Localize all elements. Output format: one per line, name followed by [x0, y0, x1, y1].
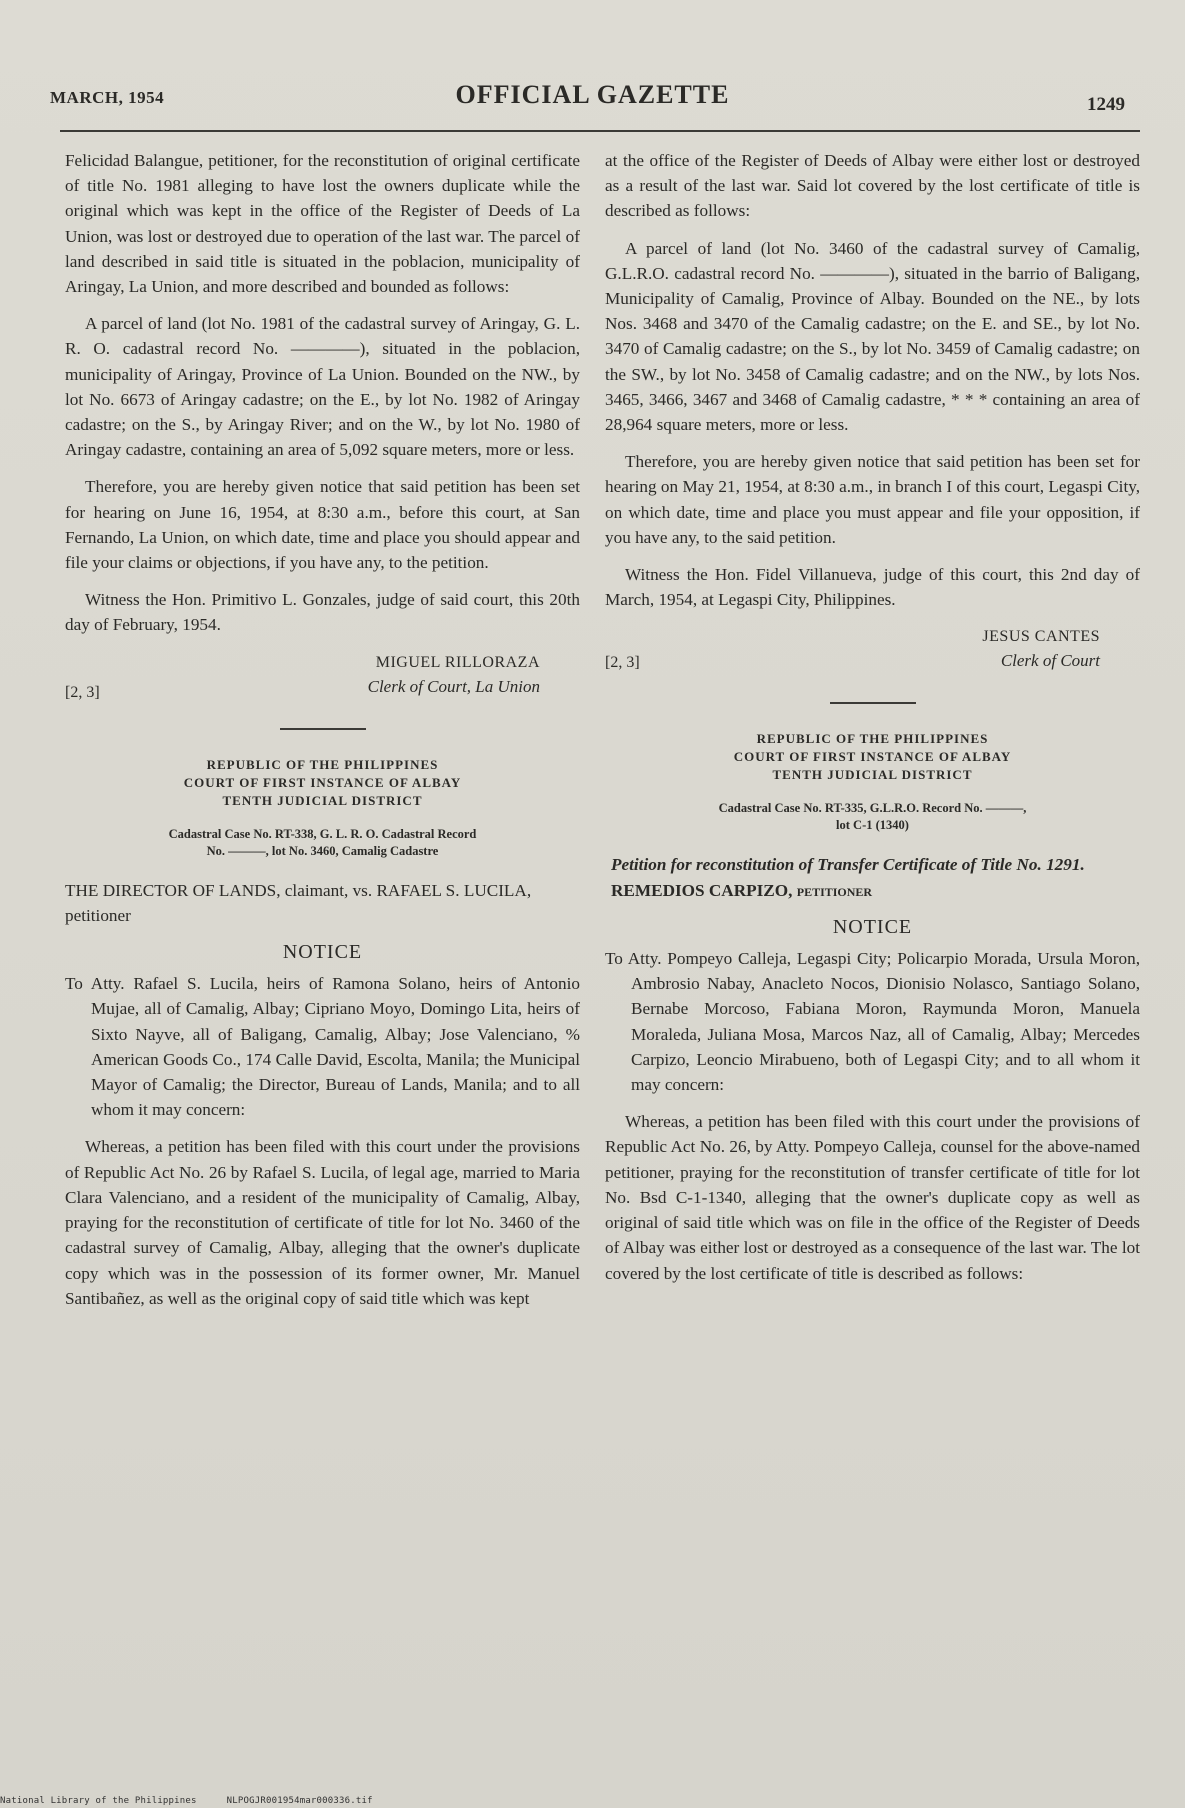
witness-paragraph: Witness the Hon. Primitivo L. Gonzales, judge of said court, this 20th day of February, 1954. [65, 590, 580, 635]
caption-district: TENTH JUDICIAL DISTRICT [772, 767, 973, 783]
scan-footer [0, 1796, 373, 1806]
addressees: To Atty. Pompeyo Calleja, Legaspi City; Policarpio Morada, Ursula Moron, Ambrosio Nabay, Anacleto Nocos, Dionisio Nolasco, Santiago Solano, Bernabe Morcoso, Fabiana Moron, Raymunda Moron, Manuela Moraleda, Juliana Mosa, Marcos Naz, all of Camalig, Albay; Mercedes Carpizo, Leoncio Mirabueno, both of Legaspi City; and to all whom it may concern: [605, 949, 1140, 1095]
caption-court: COURT OF FIRST INSTANCE OF ALBAY [183, 774, 462, 790]
parties-line [65, 878, 580, 928]
parties-end: petitioner [65, 905, 131, 925]
scan-filename: NLPOGJR001954mar000336.tif [226, 1796, 373, 1806]
signer-name: JESUS CANTES [982, 628, 1100, 646]
hearing-notice-paragraph: Therefore, you are hereby given notice that said petition has been set for hearing on June 16, 1954, at 8:30 a.m., before this court, at San Fernando, La Union, on which date, time and place you should appear and file your claims or objections, if you have any, to the petition. [65, 477, 580, 573]
header-rule [60, 130, 1140, 132]
publication-title: OFFICIAL GAZETTE [455, 80, 730, 109]
case-line-1: Cadastral Case No. RT-335, G.L.R.O. Record No. ———, [718, 801, 1027, 816]
caption-republic: REPUBLIC OF THE PHILIPPINES [756, 731, 989, 747]
case-line-2: No. ———, lot No. 3460, Camalig Cadastre [206, 843, 439, 858]
signer-title: Clerk of Court [1000, 651, 1100, 671]
court-caption [65, 756, 580, 810]
petition-title-text: Petition for reconstitution of Transfer Certificate of Title No. 1291. [611, 855, 1085, 875]
witness-paragraph: Witness the Hon. Fidel Villanueva, judge of this court, this 2nd day of March, 1954, at Legaspi City, Philippines. [605, 565, 1140, 610]
intro-paragraph: Felicidad Balangue, petitioner, for the reconstitution of original certificate of title No. 1981 alleging to have lost the owners duplicate while the original which was kept in the office of the Register of Deeds of La Union, was lost or destroyed due to operation of the last war. The parcel of land described in said title is situated in the poblacion, municipality of Aringay, La Union, and more described and bounded as follows: [65, 151, 580, 297]
issue-reference: [2, 3] [605, 654, 640, 672]
caption-district: TENTH JUDICIAL DISTRICT [222, 792, 423, 808]
right-column [605, 148, 1140, 1298]
running-head [50, 78, 1135, 118]
parcel-description: A parcel of land (lot No. 1981 of the cadastral survey of Aringay, G. L. R. O. cadastral record No. ————), situated in the poblacion, municipality of Aringay, Province of La Union. Bounded on the NW., by lot No. 6673 of Aringay cadastre; on the E., by lot No. 1982 of Aringay cadastre; on the S., by Aringay River; and on the W., by lot No. 1980 of Aringay cadastre, containing an area of 5,092 square meters, more or less. [65, 314, 580, 460]
addressees: To Atty. Rafael S. Lucila, heirs of Ramona Solano, heirs of Antonio Mujae, all of Camalig, Albay; Cipriano Moyo, Domingo Lita, heirs of Sixto Nayve, all of Baligang, Camalig, Albay; Jose Valenciano, % American Goods Co., 174 Calle David, Escolta, Manila; the Municipal Mayor of Camalig; the Director, Bureau of Lands, Manila; and to all whom it may concern: [65, 974, 580, 1120]
caption-court: COURT OF FIRST INSTANCE OF ALBAY [733, 749, 1012, 765]
issue-date: MARCH, 1954 [50, 88, 165, 107]
case-number [605, 800, 1140, 834]
left-column [65, 148, 580, 1323]
section-divider [830, 702, 916, 704]
whereas-paragraph: Whereas, a petition has been filed with this court under the provisions of Republic Act No. 26, by Atty. Pompeyo Calleja, counsel for the above-named petitioner, praying for the reconstitution of transfer certificate of title for lot No. Bsd C-1-1340, alleging that the owner's duplicate copy as well as original of said title which was on file in the office of the Register of Deeds of Albay was either lost or destroyed as a consequence of the last war. The lot covered by the lost certificate of title is described as follows: [605, 1112, 1140, 1283]
hearing-notice-paragraph: Therefore, you are hereby given notice that said petition has been set for hearing on May 21, 1954, at 8:30 a.m., in branch I of this court, Legaspi City, on which date, time and place you must appear and file your opposition, if you have any, to the said petition. [605, 452, 1140, 547]
court-caption [605, 730, 1140, 784]
case-line-1: Cadastral Case No. RT-338, G. L. R. O. Cadastral Record [168, 826, 477, 841]
page-number: 1249 [1087, 94, 1125, 115]
notice-heading: NOTICE [282, 941, 363, 964]
case-line-2: lot C-1 (1340) [836, 818, 909, 833]
library-credit: National Library of the Philippines [0, 1796, 197, 1806]
parcel-description: A parcel of land (lot No. 3460 of the cadastral survey of Camalig, G.L.R.O. cadastral record No. ————), situated in the barrio of Baligang, Municipality of Camalig, Province of Albay. Bounded on the NE., by lots Nos. 3468 and 3470 of the Camalig cadastre; on the E. and SE., by lot No. 3470 of Camalig cadastre; on the S., by lot No. 3459 of Camalig cadastre; on the SW., by lot No. 3458 of Camalig cadastre; and on the NW., by lots Nos. 3465, 3466, 3467 and 3468 of Camalig cadastre, * * * containing an area of 28,964 square meters, more or less. [605, 238, 1140, 435]
case-number [65, 826, 580, 860]
issue-reference: [2, 3] [65, 683, 100, 701]
notice-heading: NOTICE [832, 915, 913, 938]
caption-republic: REPUBLIC OF THE PHILIPPINES [206, 756, 439, 772]
petitioner-name: RAFAEL S. LUCILA, [376, 880, 532, 900]
parties-connector: claimant, vs. [280, 880, 377, 900]
signer-name: MIGUEL RILLORAZA [375, 653, 540, 671]
signature-block [65, 650, 580, 710]
section-divider [280, 728, 366, 730]
whereas-paragraph: Whereas, a petition has been filed with this court under the provisions of Republic Act No. 26 by Rafael S. Lucila, of legal age, married to Maria Clara Valenciano, and a resident of the municipality of Camalig, Albay, praying for the reconstitution of certificate of title for lot No. 3460 of the cadastral survey of Camalig, Albay, alleging that the owner's duplicate copy which was in the possession of its former owner, Mr. Manuel Santibañez, as well as the original copy of said title which was kept [65, 1137, 580, 1308]
signer-title: Clerk of Court, La Union [367, 676, 540, 696]
continuation-paragraph: at the office of the Register of Deeds of Albay were either lost or destroyed as a result of the last war. Said lot covered by the lost certificate of title is described as follows: [605, 151, 1140, 221]
petitioner-name: REMEDIOS CARPIZO, petitioner [611, 880, 873, 900]
signature-block [605, 624, 1140, 684]
petition-title [605, 852, 1140, 902]
claimant-name: THE DIRECTOR OF LANDS, [65, 880, 281, 900]
